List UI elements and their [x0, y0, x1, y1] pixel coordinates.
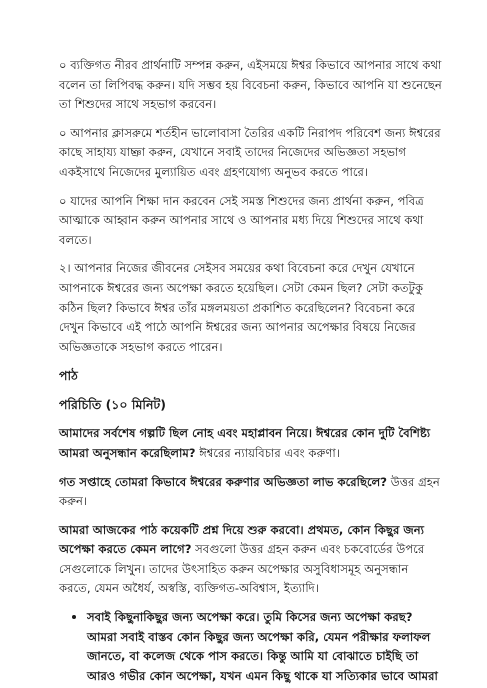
paragraph-classroom-prayer: ০ আপনার ক্লাসরুমে শর্তহীন ভালোবাসা তৈরির একটি নিরাপদ পরিবেশ জন্য ঈশ্বরের কাছে সাহায্য যাচ্ঞা করুন, যেখানে সবাই তাদের নিজেদের অভিজ্ঞতা সহভাগ একইসাথে নিজেদের মুল্যায়িত এবং গ্রহণযোগ্য অনুভব করতে পারে। — [59, 125, 441, 179]
paragraph-silent-prayer: ০ ব্যক্তিগত নীরব প্রার্থনাটি সম্পন্ন করুন, এইসময়ে ঈশ্বর কিভাবে আপনার সাথে কথা বলেন তা লিপিবদ্ধ করুন। যদি সম্ভব হয় বিবেচনা করুন, কিভাবে আপনি যা শুনেছেন তা শিশুদের সাথে সহভাগ করবেন। — [59, 58, 442, 112]
paragraph-reflect-waiting: ২। আপনার নিজের জীবনের সেইসব সময়ের কথা বিবেচনা করে দেখুন যেখানে আপনাকে ঈশ্বরের জন্য অপেক্ষা করতে হয়েছিল। সেটা কেমন ছিল? সেটা কতটুকু কঠিন ছিল? কিভাবে ঈশ্বর তাঁর মঙ্গলময়তা প্রকাশিত করেছিলেন? বিবেচনা করে দেখুন কিভাবে এই পাঠে আপনি ঈশ্বরের জন্য আপনার অপেক্ষার বিষয়ে নিজের অভিজ্ঞতাকে সহভাগ করতে পারেন। — [59, 261, 424, 354]
question-waiting-instructions: সবগুলো উত্তর গ্রহন করুন এবং চকবোর্ডের উপরে সেগুলোকে লিখুন। তাদের উৎসাহিত করুন অপেক্ষার অসুবিধাসমূহ অনুসন্ধান করতে, যেমন অধৈর্য, অস্বস্তি, ব্যক্তিগত-অবিশ্বাস, ইত্যাদি। — [59, 542, 425, 596]
question-waiting-bold: আমরা আজকের পাঠ কয়েকটি প্রশ্ন দিয়ে শুরু করবো। প্রথমত, কোন কিছুর জন্য অপেক্ষা করতে কেমন লাগে? — [59, 522, 425, 557]
heading-introduction: পরিচিতি (১০ মিনিট) — [59, 397, 166, 413]
bullet-list — [59, 608, 443, 686]
question-mercy-bold: গত সপ্তাহে তোমরা কিভাবে ঈশ্বরের করুণার অভিজ্ঞতা লাভ করেছিলে? — [59, 474, 388, 489]
question-mercy-experience — [59, 473, 443, 512]
question-waiting-feeling — [59, 521, 443, 599]
paragraph-pray-for-children: ০ যাদের আপনি শিক্ষা দান করবেন সেই সমস্ত শিশুদের জন্য প্রার্থনা করুন, পবিত্র আত্মাকে আহ্বান করুন আপনার সাথে ও আপনার মধ্য দিয়ে শিশুদের সাথে কথা বলতে। — [59, 193, 424, 247]
question-mercy-answer: উত্তর গ্রহন করুন। — [59, 474, 440, 509]
bullet-item-waiting: • সবাই কিছুনাকিছুর জন্য অপেক্ষা করে। তুমি কিসের জন্য অপেক্ষা করছ? আমরা সবাই বাস্তব কোন কিছুর জন্য অপেক্ষা করি, যেমন পরীক্ষার ফলাফল জানতে, বা কলেজ থেকে পাস করতে। কিন্তু আমি যা বোঝাতে চাইছি তা আরও গভীর কোন অপেক্ষা, যখন এমন কিছু থাকে যা সত্যিকার ভাবে আমরা — [87, 608, 443, 686]
question-noah-story — [59, 424, 443, 463]
heading-lesson: পাঠ — [59, 368, 78, 384]
question-noah-bold: আমাদের সর্বশেষ গল্পটি ছিল নোহ এবং মহাপ্লাবন নিয়ে। ঈশ্বরের কোন দুটি বৈশিষ্ট্য আমরা অনুসন্ধান করেছিলাম? — [59, 426, 431, 460]
question-noah-answer: ঈশ্বরের ন্যায়বিচার এবং করুণা। — [195, 445, 340, 460]
